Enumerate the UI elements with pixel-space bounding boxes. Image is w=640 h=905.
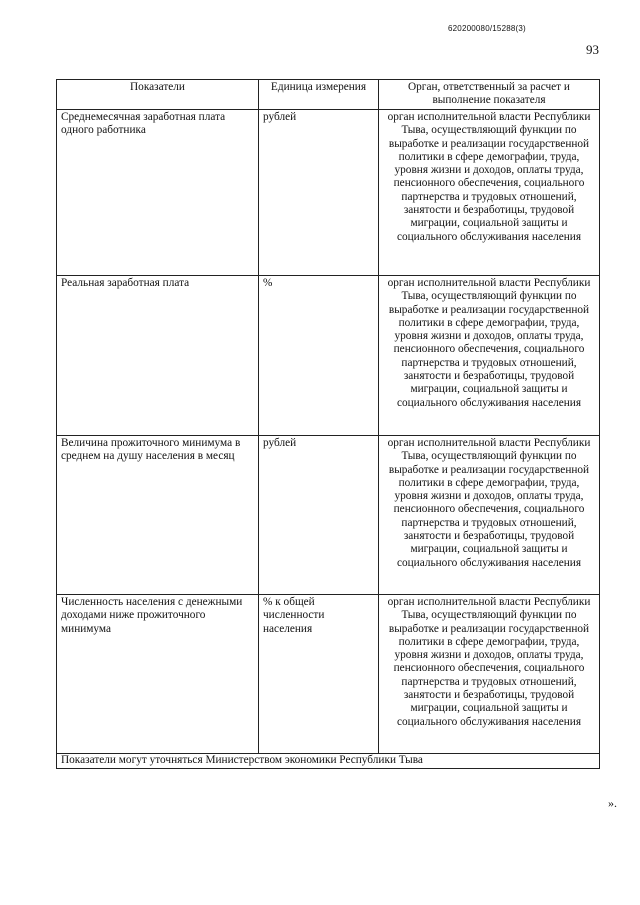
header-indicators: Показатели	[57, 80, 259, 110]
organ-cell: орган исполнительной власти Республики Тыва, осуществляющий функции по выработке и реализации государственной политики в сфере демографии, труда, уровня жизни и доходов, оплаты труда, пенсионного обеспечения, социального партнерства и трудовых отношений, занятости и безработицы, трудовой миграции, социальной защиты и социального обслуживания населения	[379, 110, 600, 276]
unit-cell: % к общей численности населения	[259, 595, 379, 754]
table-row	[57, 436, 600, 595]
indicators-table	[56, 79, 600, 769]
indicator-cell: Реальная заработная плата	[57, 276, 259, 436]
footer-note: Показатели могут уточняться Министерством экономики Республики Тыва	[57, 754, 600, 769]
unit-cell: рублей	[259, 436, 379, 595]
table-row	[57, 276, 600, 436]
header-responsible-organ: Орган, ответственный за расчет и выполнение показателя	[379, 80, 600, 110]
unit-cell: %	[259, 276, 379, 436]
indicator-cell: Среднемесячная заработная плата одного работника	[57, 110, 259, 276]
table-header-row	[57, 80, 600, 110]
indicator-cell: Величина прожиточного минимума в среднем на душу населения в месяц	[57, 436, 259, 595]
document-id: 620200080/15288(3)	[448, 24, 526, 33]
indicator-cell: Численность населения с денежными доходами ниже прожиточного минимума	[57, 595, 259, 754]
organ-cell: орган исполнительной власти Республики Тыва, осуществляющий функции по выработке и реализации государственной политики в сфере демографии, труда, уровня жизни и доходов, оплаты труда, пенсионного обеспечения, социального партнерства и трудовых отношений, занятости и безработицы, трудовой миграции, социальной защиты и социального обслуживания населения	[379, 436, 600, 595]
table-footer-row	[57, 754, 600, 769]
table-row	[57, 110, 600, 276]
table-row	[57, 595, 600, 754]
organ-cell: орган исполнительной власти Республики Тыва, осуществляющий функции по выработке и реализации государственной политики в сфере демографии, труда, уровня жизни и доходов, оплаты труда, пенсионного обеспечения, социального партнерства и трудовых отношений, занятости и безработицы, трудовой миграции, социальной защиты и социального обслуживания населения	[379, 595, 600, 754]
organ-cell: орган исполнительной власти Республики Тыва, осуществляющий функции по выработке и реализации государственной политики в сфере демографии, труда, уровня жизни и доходов, оплаты труда, пенсионного обеспечения, социального партнерства и трудовых отношений, занятости и безработицы, трудовой миграции, социальной защиты и социального обслуживания населения	[379, 276, 600, 436]
unit-cell: рублей	[259, 110, 379, 276]
closing-quote-mark: ».	[608, 796, 617, 810]
header-unit: Единица измерения	[259, 80, 379, 110]
page-number: 93	[586, 42, 599, 57]
